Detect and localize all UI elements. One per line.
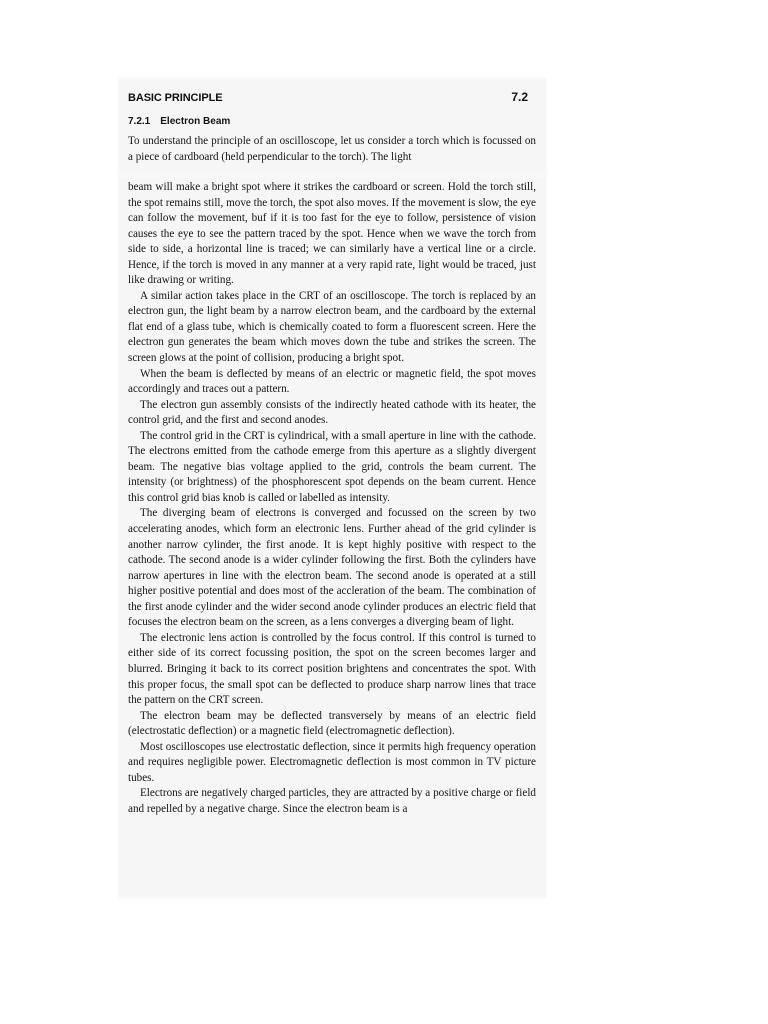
- page-gap: [119, 171, 546, 178]
- body-paragraph-5: The control grid in the CRT is cylindrical, with a small aperture in line with the cathode. The electrons emitted from the cathode emerge from this aperture as a slightly divergent beam. The negative bias voltage applied to the grid, controls the beam current. The intensity (or brightness) of the phosphorescent spot depends on the beam current. Hence this control grid bias knob is called or labelled as intensity.: [128, 429, 536, 504]
- intro-text: [128, 134, 536, 165]
- section-title: Electron Beam: [160, 116, 231, 127]
- body-paragraph-4: The electron gun assembly consists of the indirectly heated cathode with its heater, the control grid, and the first and second anodes.: [128, 398, 536, 427]
- intro-paragraph: To understand the principle of an oscilloscope, let us consider a torch which is focussed on a piece of cardboard (held perpendicular to the torch). The light: [128, 135, 536, 163]
- body-paragraph-7: The electronic lens action is controlled by the focus control. If this control is turned to either side of its correct focussing position, the spot on the screen becomes larger and blurred. Bringing it back to its correct position brightens and concentrates the spot. With this proper focus, the small spot can be deflected to produce sharp narrow lines that trace the pattern on the CRT screen.: [128, 631, 536, 707]
- page-number: 7.2: [511, 90, 528, 104]
- body-paragraph-1: beam will make a bright spot where it strikes the cardboard or screen. Hold the torch still, the spot remains still, move the torch, the spot also moves. If the movement is slow, the eye can follow the movement, buf if it is too fast for the eye to follow, persistence of vision causes the eye to see the pattern traced by the spot. Hence when we wave the torch from side to side, a horizontal line is traced; we can similarly have a vertical line or a circle. Hence, if the torch is moved in any manner at a very rapid rate, light would be traced, just like drawing or writing.: [128, 181, 536, 287]
- body-text: [128, 180, 536, 817]
- body-paragraph-10: Electrons are negatively charged particles, they are attracted by a positive charge or field and repelled by a negative charge. Since the electron beam is a: [128, 787, 536, 815]
- chapter-title: BASIC PRINCIPLE: [128, 92, 223, 104]
- body-paragraph-2: A similar action takes place in the CRT of an oscilloscope. The torch is replaced by an electron gun, the light beam by a narrow electron beam, and the cardboard by the external flat end of a glass tube, which is chemically coated to form a fluorescent screen. Here the electron gun generates the beam which moves down the tube and strikes the screen. The screen glows at the point of collision, producing a bright spot.: [128, 289, 536, 365]
- section-heading: [128, 116, 536, 127]
- body-paragraph-6: The diverging beam of electrons is converged and focussed on the screen by two accelerating anodes, which form an electronic lens. Further ahead of the grid cylinder is another narrow cylinder, the first anode. It is kept highly positive with respect to the cathode. The second anode is a wider cylinder following the first. Both the cylinders have narrow apertures in line with the electron beam. The second anode is operated at a still higher positive potential and does most of the accleration of the beam. The combination of the first anode cylinder and the wider second anode cylinder produces an electric field that focuses the electron beam on the screen, as a lens converges a diverging beam of light.: [128, 507, 536, 629]
- body-paragraph-3: When the beam is deflected by means of an electric or magnetic field, the spot moves accordingly and traces out a pattern.: [128, 367, 536, 396]
- body-paragraph-8: The electron beam may be deflected transversely by means of an electric field (electrostatic deflection) or a magnetic field (electromagnetic deflection).: [128, 709, 536, 738]
- section-number: 7.2.1: [128, 116, 151, 127]
- page-header: [128, 90, 536, 110]
- body-paragraph-9: Most oscilloscopes use electrostatic deflection, since it permits high frequency operation and requires negligible power. Electromagnetic deflection is most common in TV picture tubes.: [128, 740, 536, 784]
